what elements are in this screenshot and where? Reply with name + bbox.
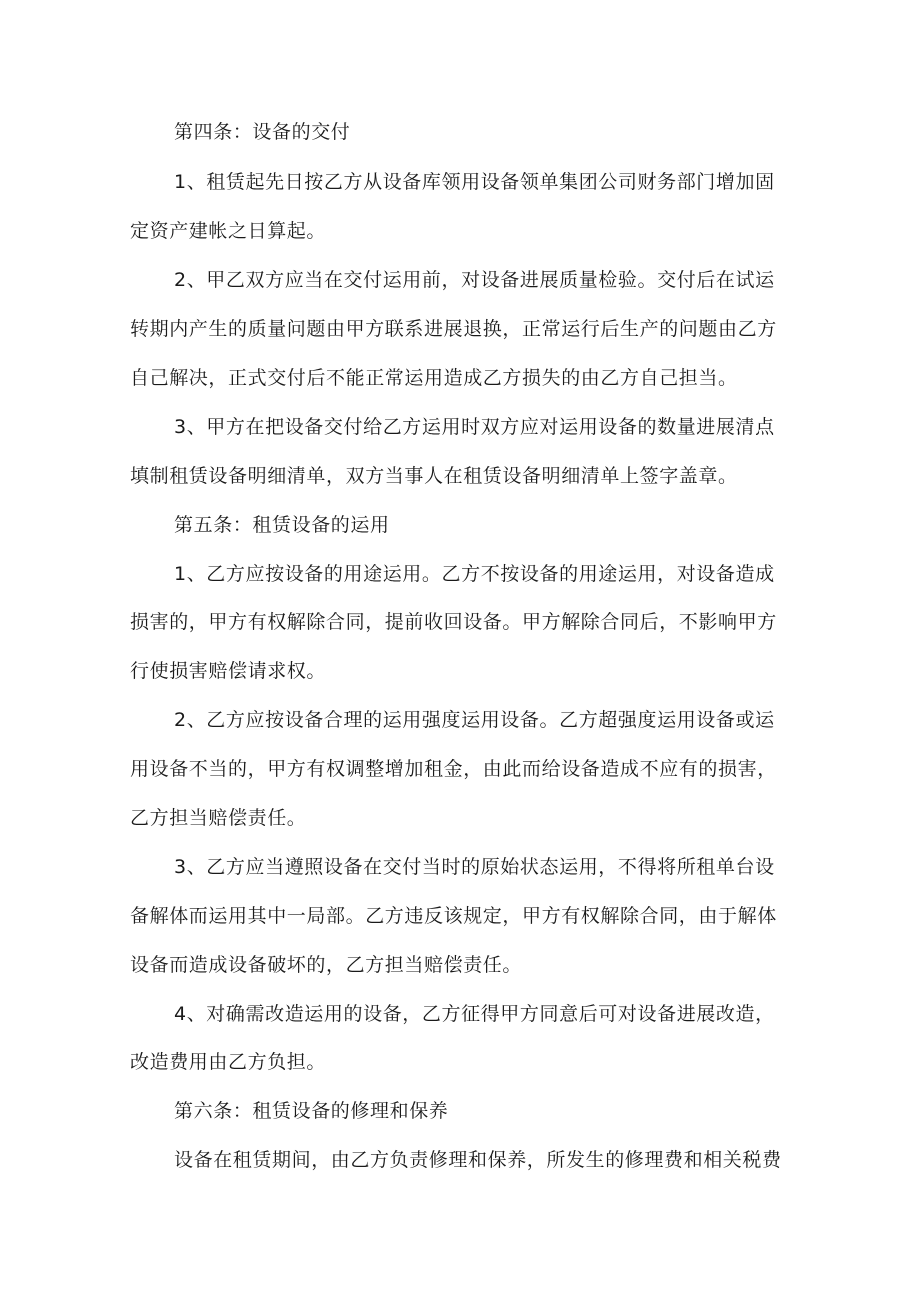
paragraph-line: 乙方担当赔偿责任。 (130, 807, 307, 829)
paragraph-line: 3、甲方在把设备交付给乙方运用时双方应对运用设备的数量进展清点 (174, 416, 775, 438)
article-4-heading: 第四条：设备的交付 (174, 121, 351, 143)
paragraph-line: 填制租赁设备明细清单，双方当事人在租赁设备明细清单上签字盖章。 (130, 465, 738, 487)
paragraph-line: 改造费用由乙方负担。 (130, 1051, 327, 1073)
paragraph-line: 3、乙方应当遵照设备在交付当时的原始状态运用，不得将所租单台设 (174, 856, 775, 878)
paragraph-line: 设备在租赁期间，由乙方负责修理和保养，所发生的修理费和相关税费 (174, 1149, 782, 1171)
paragraph-line: 1、租赁起先日按乙方从设备库领用设备领单集团公司财务部门增加固 (174, 171, 775, 193)
paragraph-line: 2、甲乙双方应当在交付运用前，对设备进展质量检验。交付后在试运 (174, 269, 775, 291)
paragraph-line: 行使损害赔偿请求权。 (130, 660, 327, 682)
paragraph-line: 1、乙方应按设备的用途运用。乙方不按设备的用途运用，对设备造成 (174, 563, 775, 585)
paragraph-line: 2、乙方应按设备合理的运用强度运用设备。乙方超强度运用设备或运 (174, 709, 775, 731)
paragraph-line: 自己解决，正式交付后不能正常运用造成乙方损失的由乙方自己担当。 (130, 367, 738, 389)
paragraph-line: 损害的，甲方有权解除合同，提前收回设备。甲方解除合同后，不影响甲方 (130, 611, 777, 633)
article-5-heading: 第五条：租赁设备的运用 (174, 514, 390, 536)
paragraph-line: 定资产建帐之日算起。 (130, 220, 327, 242)
paragraph-line: 设备而造成设备破坏的，乙方担当赔偿责任。 (130, 954, 523, 976)
paragraph-line: 转期内产生的质量问题由甲方联系进展退换，正常运行后生产的问题由乙方 (130, 318, 777, 340)
paragraph-line: 备解体而运用其中一局部。乙方违反该规定，甲方有权解除合同，由于解体 (130, 905, 777, 927)
paragraph-line: 用设备不当的，甲方有权调整增加租金，由此而给设备造成不应有的损害， (130, 758, 777, 780)
article-6-heading: 第六条：租赁设备的修理和保养 (174, 1100, 449, 1122)
paragraph-line: 4、对确需改造运用的设备，乙方征得甲方同意后可对设备进展改造， (174, 1003, 775, 1025)
